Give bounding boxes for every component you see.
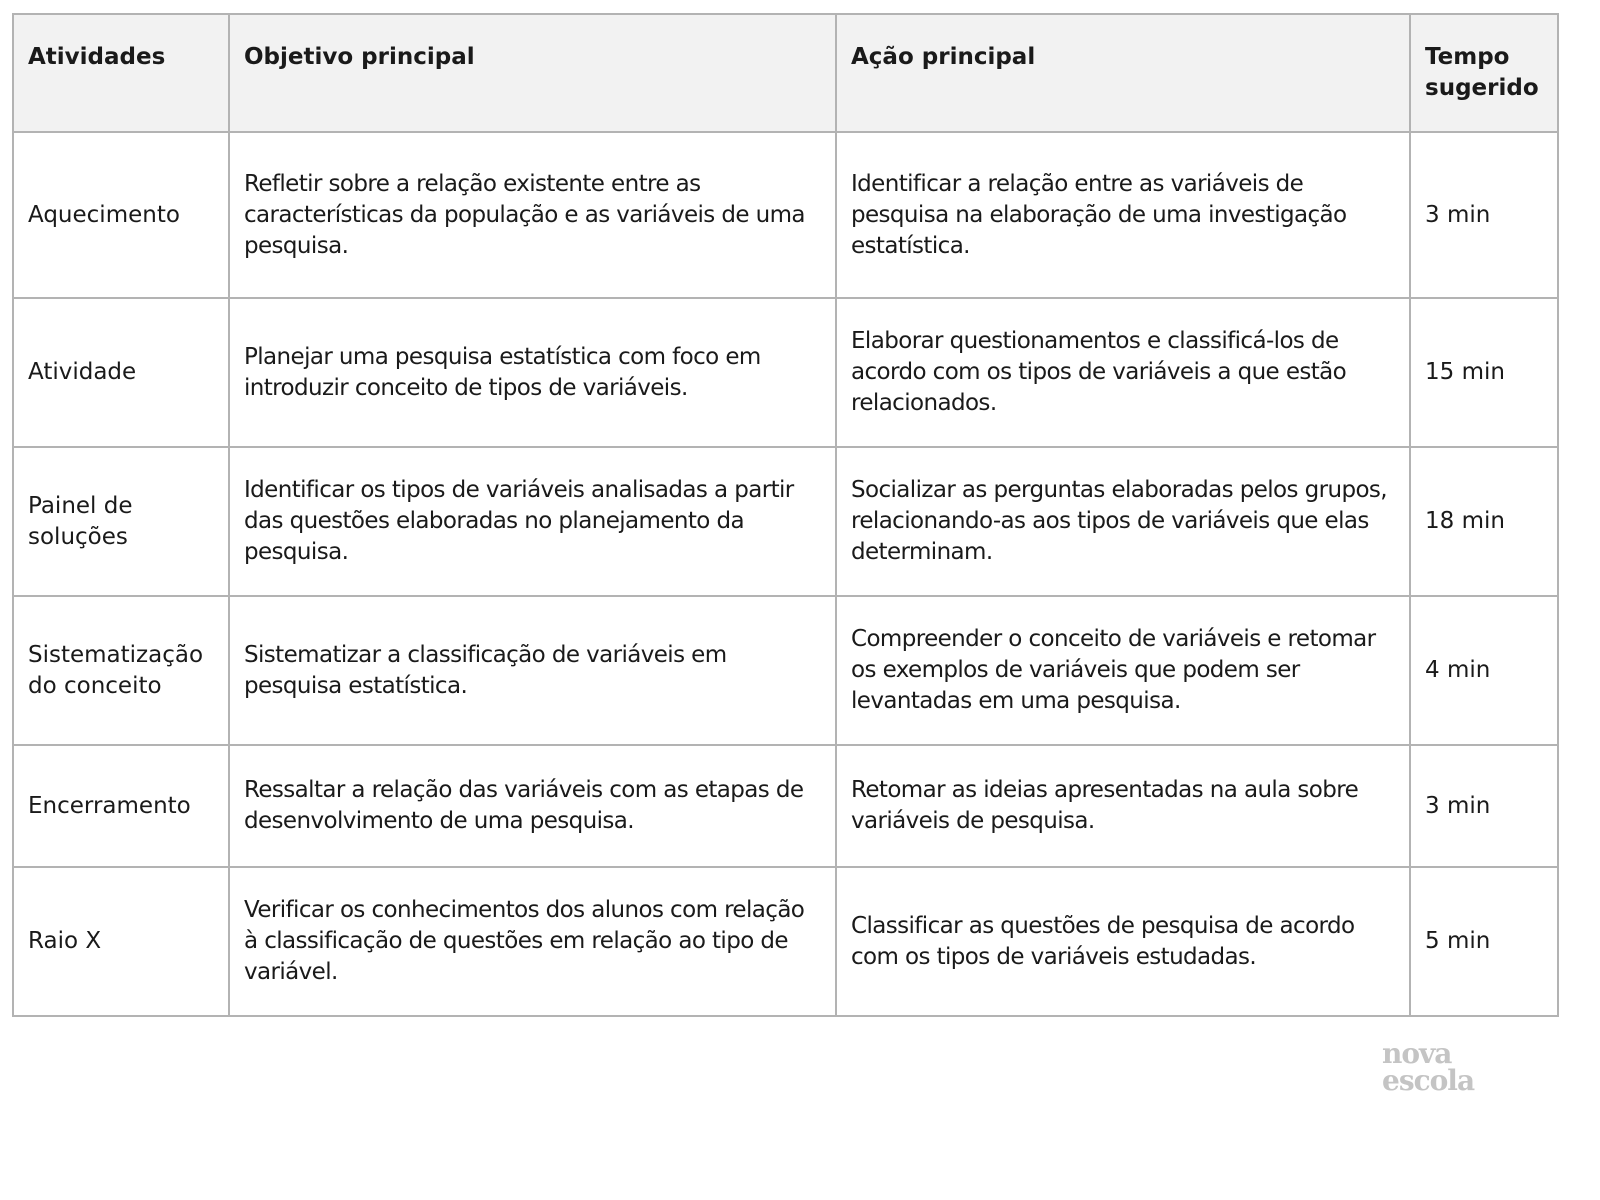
- cell-tempo: 4 min: [1410, 596, 1558, 745]
- cell-atividade: Sistematização do conceito: [13, 596, 229, 745]
- cell-acao: Socializar as perguntas elaboradas pelos grupos, relacionando-as aos tipos de variáveis que elas determinam.: [836, 447, 1410, 596]
- cell-atividade: Aquecimento: [13, 132, 229, 298]
- cell-acao: Elaborar questionamentos e classificá-los de acordo com os tipos de variáveis a que estão relacionados.: [836, 298, 1410, 447]
- cell-acao: Identificar a relação entre as variáveis de pesquisa na elaboração de uma investigação estatística.: [836, 132, 1410, 298]
- cell-objetivo: Verificar os conhecimentos dos alunos com relação à classificação de questões em relação ao tipo de variável.: [229, 867, 836, 1016]
- table-row: [13, 298, 1558, 447]
- table-row: [13, 132, 1558, 298]
- header-atividades: Atividades: [13, 14, 229, 132]
- cell-atividade: Encerramento: [13, 745, 229, 867]
- table-row: [13, 447, 1558, 596]
- cell-objetivo: Identificar os tipos de variáveis analisadas a partir das questões elaboradas no planejamento da pesquisa.: [229, 447, 836, 596]
- logo-line-1: nova: [1382, 1037, 1452, 1070]
- header-acao-principal: Ação principal: [836, 14, 1410, 132]
- cell-atividade: Painel de soluções: [13, 447, 229, 596]
- table-row: [13, 867, 1558, 1016]
- header-tempo-sugerido: Tempo sugerido: [1410, 14, 1558, 132]
- header-objetivo-principal: Objetivo principal: [229, 14, 836, 132]
- table-row: [13, 745, 1558, 867]
- table-row: [13, 596, 1558, 745]
- logo-line-2: escola: [1382, 1064, 1475, 1097]
- cell-acao: Compreender o conceito de variáveis e retomar os exemplos de variáveis que podem ser levantadas em uma pesquisa.: [836, 596, 1410, 745]
- cell-objetivo: Sistematizar a classificação de variáveis em pesquisa estatística.: [229, 596, 836, 745]
- cell-objetivo: Ressaltar a relação das variáveis com as etapas de desenvolvimento de uma pesquisa.: [229, 745, 836, 867]
- table-header-row: [13, 14, 1558, 132]
- nova-escola-logo: [1382, 1037, 1475, 1097]
- cell-tempo: 18 min: [1410, 447, 1558, 596]
- cell-acao: Classificar as questões de pesquisa de acordo com os tipos de variáveis estudadas.: [836, 867, 1410, 1016]
- cell-tempo: 5 min: [1410, 867, 1558, 1016]
- cell-objetivo: Planejar uma pesquisa estatística com foco em introduzir conceito de tipos de variáveis.: [229, 298, 836, 447]
- cell-tempo: 3 min: [1410, 132, 1558, 298]
- cell-tempo: 3 min: [1410, 745, 1558, 867]
- cell-tempo: 15 min: [1410, 298, 1558, 447]
- cell-objetivo: Refletir sobre a relação existente entre as características da população e as variáveis de uma pesquisa.: [229, 132, 836, 298]
- cell-atividade: Raio X: [13, 867, 229, 1016]
- cell-atividade: Atividade: [13, 298, 229, 447]
- cell-acao: Retomar as ideias apresentadas na aula sobre variáveis de pesquisa.: [836, 745, 1410, 867]
- lesson-plan-table: [12, 13, 1559, 1017]
